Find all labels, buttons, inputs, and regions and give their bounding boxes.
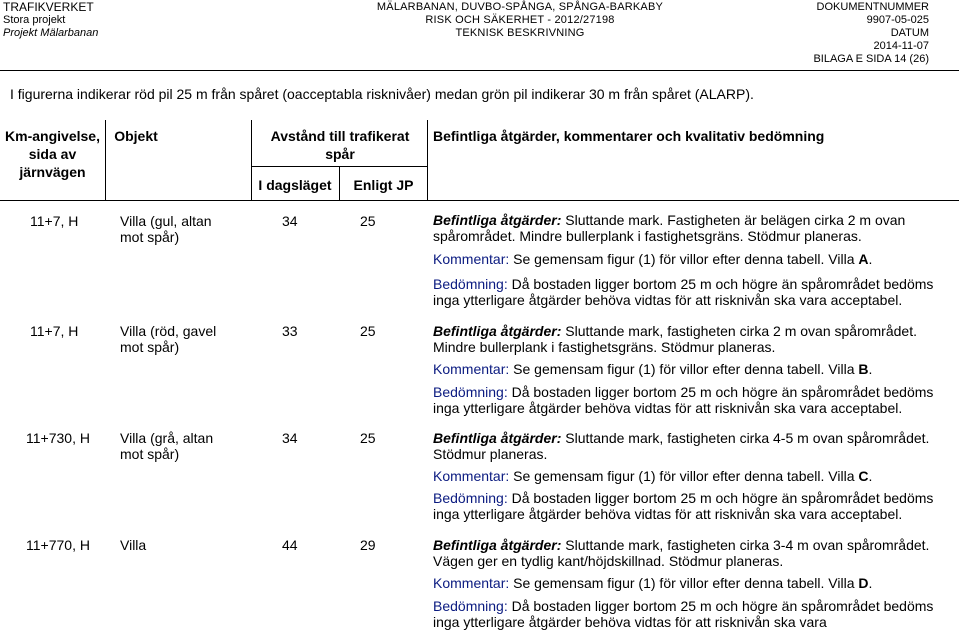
project-name: Stora projekt xyxy=(3,14,66,26)
company-name: TRAFIKVERKET xyxy=(3,0,94,14)
date-value: 2014-11-07 xyxy=(873,40,929,52)
row-measures: Befintliga åtgärder: Sluttande mark, fastigheten cirka 4-5 m ovan spårområdet. Stödmur planeras. xyxy=(433,430,930,462)
row-assessment: Bedömning: Då bostaden ligger bortom 25 m och högre än spårområdet bedöms inga ytterligare åtgärder behöva vidtas för att risknivån ska vara acceptabel. xyxy=(433,490,934,522)
row-jp-distance: 25 xyxy=(360,323,376,339)
row-assessment: Bedömning: Då bostaden ligger bortom 25 m och högre än spårområdet bedöms inga ytterligare åtgärder behöva vidtas för att risknivån ska vara xyxy=(433,598,934,630)
header-km: Km-angivelse, sida av järnvägen xyxy=(5,128,100,180)
document-subtitle: RISK OCH SÄKERHET - 2012/27198 xyxy=(425,14,615,26)
table-divider xyxy=(251,166,427,167)
subproject-name: Projekt Mälarbanan xyxy=(3,27,99,39)
row-km: 11+7, H xyxy=(30,213,79,229)
row-km: 11+7, H xyxy=(30,323,79,339)
document-title: MÄLARBANAN, DUVBO-SPÅNGA, SPÅNGA-BARKABY xyxy=(376,1,664,13)
row-measures: Befintliga åtgärder: Sluttande mark, fastigheten cirka 3-4 m ovan spårområdet. Vägen ger en tydlig kant/höjdskillnad. Stödmur planeras. xyxy=(433,537,930,569)
row-object: Villa xyxy=(120,537,147,553)
header-measures: Befintliga åtgärder, kommentarer och kvalitativ bedömning xyxy=(433,128,825,144)
table-divider xyxy=(427,120,428,200)
header-jp: Enligt JP xyxy=(353,177,414,193)
header-left xyxy=(3,1,98,40)
header-right xyxy=(813,1,929,66)
row-comment: Kommentar: Se gemensam figur (1) för villor efter denna tabell. Villa A. xyxy=(433,251,873,267)
intro-text: I figurerna indikerar röd pil 25 m från spåret (oacceptabla risknivåer) medan grön pil indikerar 30 m från spåret (ALARP). xyxy=(10,86,754,102)
row-assessment: Bedömning: Då bostaden ligger bortom 25 m och högre än spårområdet bedöms inga ytterligare åtgärder behöva vidtas för att risknivån ska vara acceptabel. xyxy=(433,384,934,416)
row-current-distance: 34 xyxy=(282,213,298,229)
date-label: DATUM xyxy=(890,27,929,39)
row-object: Villa (grå, altan mot spår) xyxy=(120,430,214,462)
row-current-distance: 44 xyxy=(282,537,298,553)
docnum-value: 9907-05-025 xyxy=(866,14,929,26)
page-header xyxy=(0,0,959,68)
header-center xyxy=(370,1,670,40)
appendix-page: BILAGA E SIDA 14 (26) xyxy=(813,53,929,65)
header-divider xyxy=(0,70,959,71)
row-km: 11+730, H xyxy=(26,430,90,446)
header-object: Objekt xyxy=(114,128,158,144)
document-type: TEKNISK BESKRIVNING xyxy=(455,27,585,39)
row-km: 11+770, H xyxy=(26,537,90,553)
docnum-label: DOKUMENTNUMMER xyxy=(816,1,929,13)
row-object: Villa (röd, gavel mot spår) xyxy=(120,323,217,355)
header-current: I dagsläget xyxy=(258,177,332,193)
table-header-rule xyxy=(0,200,959,201)
row-current-distance: 33 xyxy=(282,323,298,339)
row-measures: Befintliga åtgärder: Sluttande mark, fastigheten cirka 2 m ovan spårområdet. Mindre bullerplank i fastighetsgräns. Stödmur planeras. xyxy=(433,323,917,355)
row-comment: Kommentar: Se gemensam figur (1) för villor efter denna tabell. Villa B. xyxy=(433,361,873,377)
row-comment: Kommentar: Se gemensam figur (1) för villor efter denna tabell. Villa D. xyxy=(433,575,873,591)
row-object: Villa (gul, altan mot spår) xyxy=(120,213,212,245)
row-measures: Befintliga åtgärder: Sluttande mark. Fastigheten är belägen cirka 2 m ovan spårområdet. Mindre bullerplank i fastighetsgräns. Stödmur planeras. xyxy=(433,212,906,244)
row-jp-distance: 25 xyxy=(360,430,376,446)
header-distance: Avstånd till trafikerat spår xyxy=(270,128,410,162)
row-jp-distance: 25 xyxy=(360,213,376,229)
row-current-distance: 34 xyxy=(282,430,298,446)
row-assessment: Bedömning: Då bostaden ligger bortom 25 m och högre än spårområdet bedöms inga ytterligare åtgärder behöva vidtas för att risknivån ska vara acceptabel. xyxy=(433,276,934,308)
row-comment: Kommentar: Se gemensam figur (1) för villor efter denna tabell. Villa C. xyxy=(433,468,873,484)
row-jp-distance: 29 xyxy=(360,537,376,553)
